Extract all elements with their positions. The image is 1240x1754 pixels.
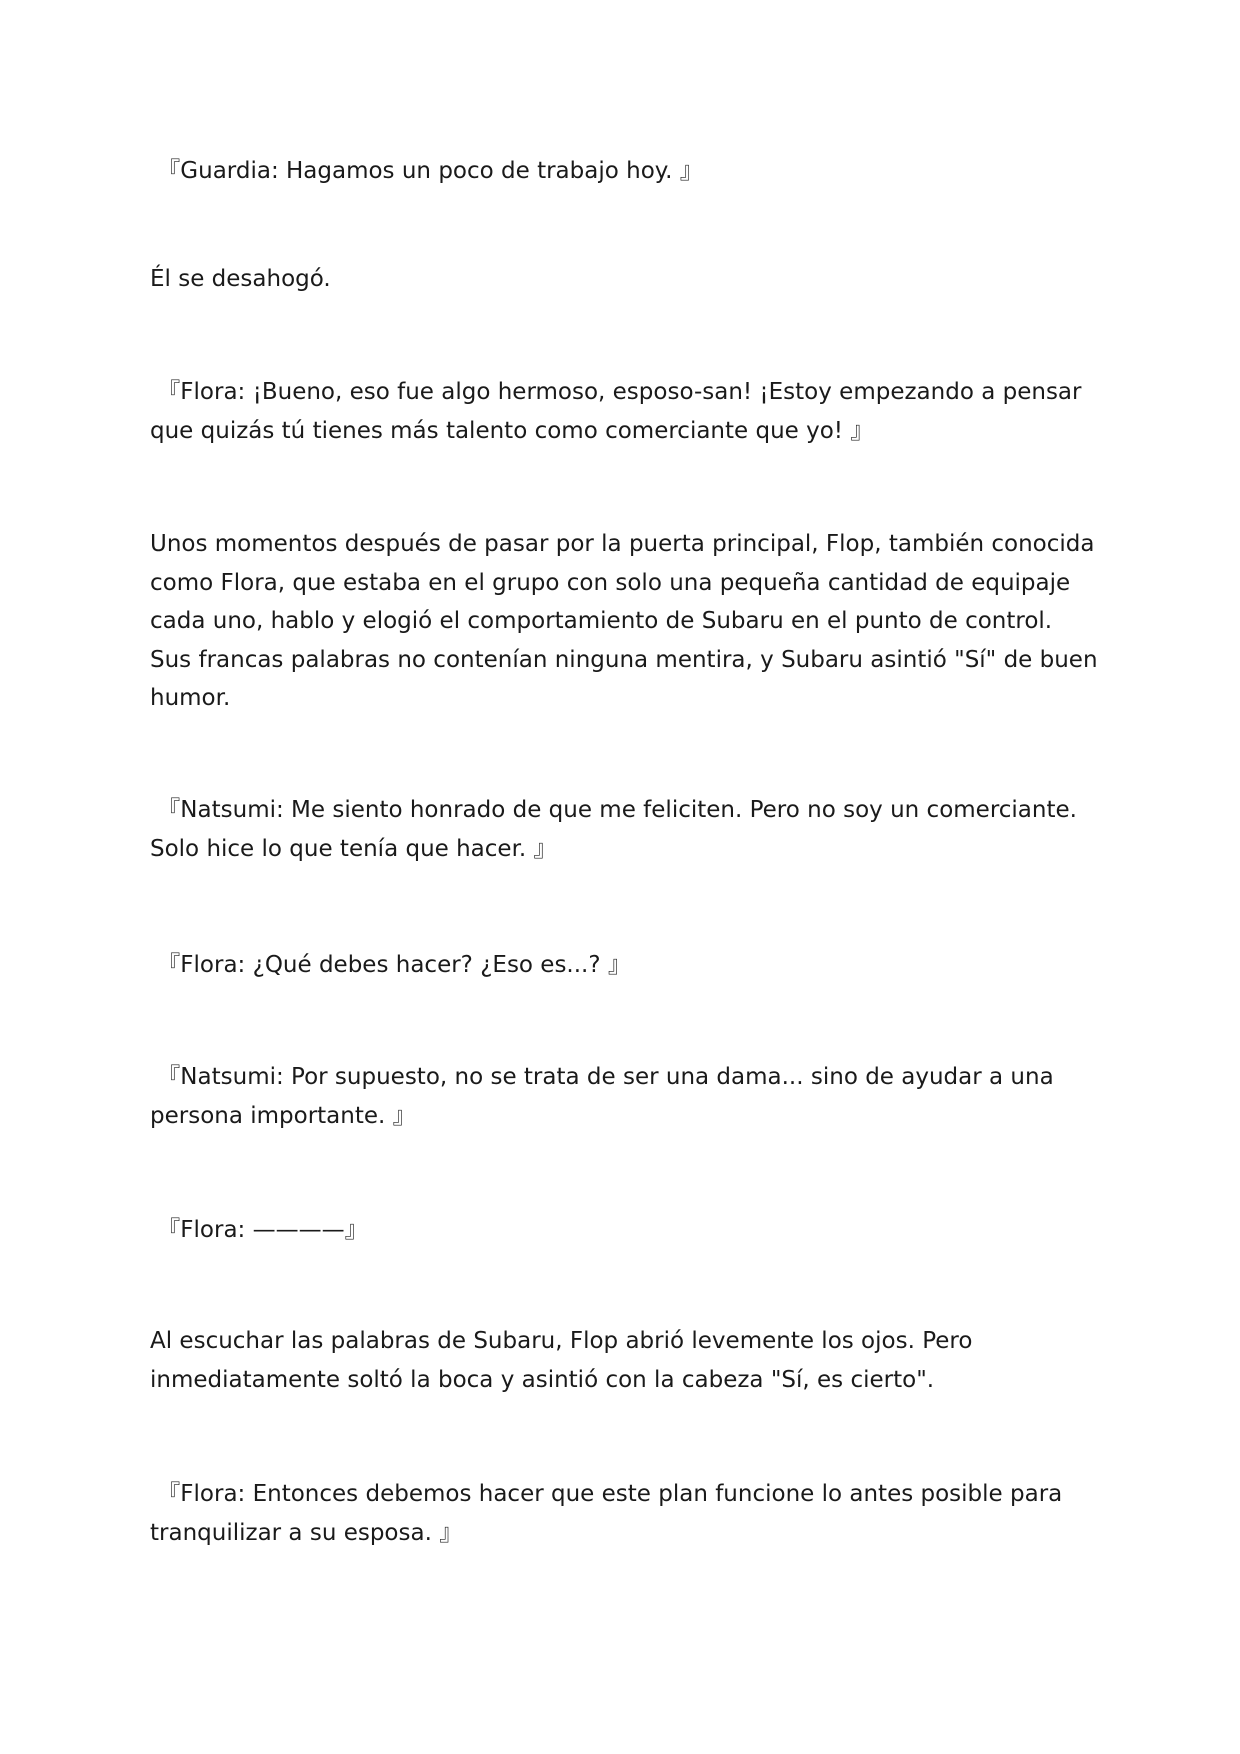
dialogue-flora: 『Flora: ¡Bueno, eso fue algo hermoso, esposo-san! ¡Estoy empezando a pensar que quizás tú tienes más talento como comerciante que yo! 』: [150, 379, 1082, 444]
narration-paragraph: Unos momentos después de pasar por la puerta principal, Flop, también conocida como Flora, que estaba en el grupo con solo una pequeña cantidad de equipaje cada uno, hablo y elogió el comportamiento de Subaru en el punto de control. Sus francas palabras no contenían ninguna mentira, y Subaru asintió "Sí" de buen humor.: [150, 531, 1098, 711]
dialogue-flora: 『Flora: ¿Qué debes hacer? ¿Eso es...? 』: [150, 952, 631, 978]
dialogue-natsumi: 『Natsumi: Me siento honrado de que me feliciten. Pero no soy un comerciante. Solo hice lo que tenía que hacer. 』: [150, 797, 1077, 862]
dialogue-flora: 『Flora: ————』: [150, 1217, 368, 1243]
narration-paragraph: Él se desahogó.: [150, 266, 331, 292]
dialogue-natsumi: 『Natsumi: Por supuesto, no se trata de ser una dama... sino de ayudar a una persona importante. 』: [150, 1064, 1054, 1129]
dialogue-flora: 『Flora: Entonces debemos hacer que este plan funcione lo antes posible para tranquilizar a su esposa. 』: [150, 1481, 1063, 1546]
dialogue-guardia: 『Guardia: Hagamos un poco de trabajo hoy. 』: [150, 158, 703, 184]
narration-paragraph: Al escuchar las palabras de Subaru, Flop abrió levemente los ojos. Pero inmediatamente soltó la boca y asintió con la cabeza "Sí, es cierto".: [150, 1328, 973, 1393]
